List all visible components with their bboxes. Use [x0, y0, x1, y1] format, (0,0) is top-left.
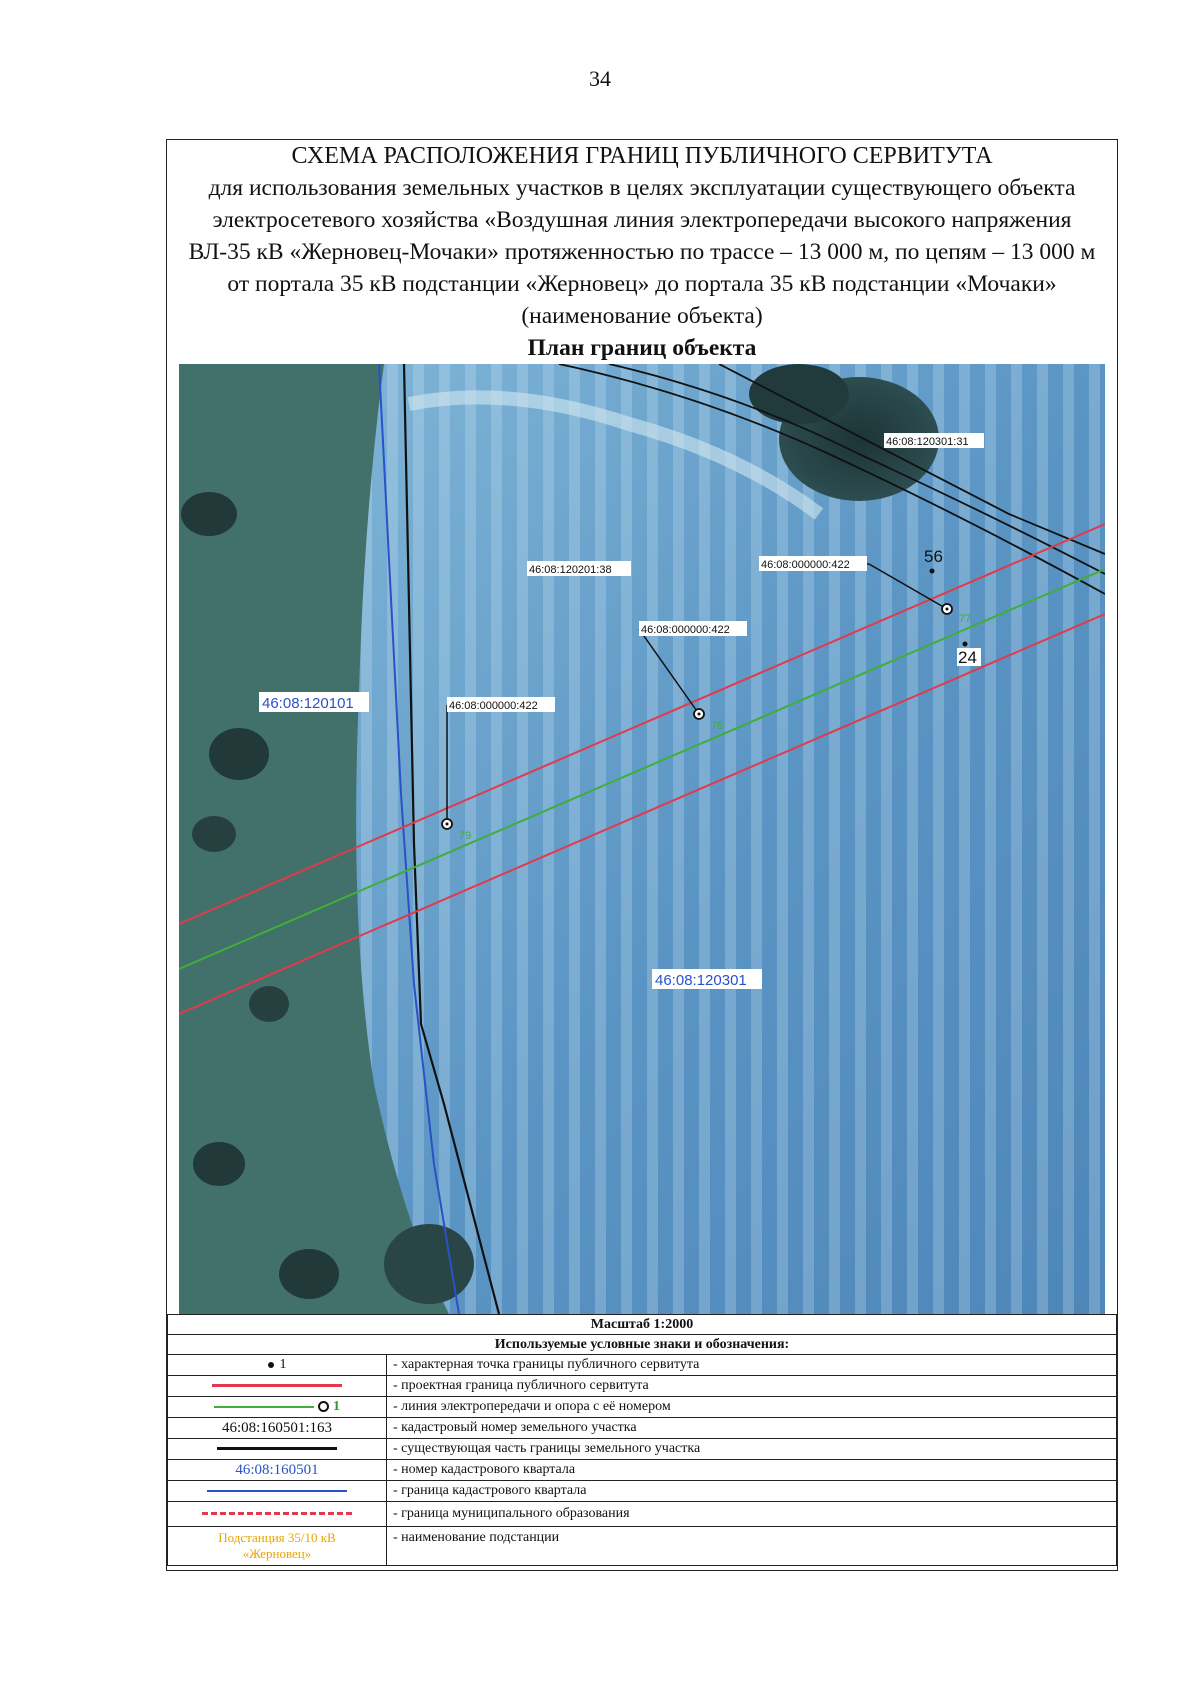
- title-line-5: от портала 35 кВ подстанции «Жерновец» до портала 35 кВ подстанции «Мочаки»: [227, 271, 1057, 297]
- legend-row-parcel-boundary: - существующая часть границы земельного участка: [168, 1439, 1117, 1460]
- green-line-icon: [214, 1406, 314, 1408]
- boundary-point-24-label: 24: [958, 648, 977, 667]
- label-quarter-120101: 46:08:120101: [262, 695, 354, 712]
- label-line-parcel-b: 46:08:000000:422: [641, 624, 730, 636]
- legend-heading: Используемые условные знаки и обозначения:: [168, 1335, 1117, 1355]
- legend-row-power-line: 1 - линия электропередачи и опора с её номером: [168, 1397, 1117, 1418]
- svg-text:77: 77: [959, 613, 972, 625]
- dashed-red-line-icon: [202, 1512, 352, 1515]
- label-line-parcel-c: 46:08:000000:422: [449, 700, 538, 712]
- legend-row-substation: Подстанция 35/10 кВ «Жерновец» - наименование подстанции: [168, 1527, 1117, 1566]
- legend-row-cadastral-number: 46:08:160501:163 - кадастровый номер земельного участка: [168, 1418, 1117, 1439]
- boundary-point-56: [930, 569, 935, 574]
- scheme-frame: [166, 139, 1118, 1571]
- title-block: [167, 140, 1117, 364]
- title-line-3: электросетевого хозяйства «Воздушная линия электропередачи высокого напряжения: [212, 207, 1072, 233]
- label-line-parcel-a: 46:08:000000:422: [761, 559, 850, 571]
- label-parcel-120301-31: 46:08:120301:31: [886, 436, 969, 448]
- black-line-icon: [217, 1447, 337, 1450]
- legend-table: [167, 1314, 1117, 1566]
- label-parcel-120201-38: 46:08:120201:38: [529, 564, 612, 576]
- legend-row-servitude: - проектная граница публичного сервитута: [168, 1376, 1117, 1397]
- scale-label: Масштаб 1:2000: [168, 1315, 1117, 1335]
- legend-row-municipal-boundary: - граница муниципального образования: [168, 1502, 1117, 1527]
- title-object-caption: (наименование объекта): [521, 303, 763, 329]
- title-line-4: ВЛ-35 кВ «Жерновец-Мочаки» протяженностью по трассе – 13 000 м, по цепям – 13 000 м: [188, 239, 1096, 265]
- page-number: 34: [589, 66, 611, 91]
- red-line-icon: [212, 1384, 342, 1387]
- boundary-point-24: [963, 642, 968, 647]
- title-line-1: СХЕМА РАСПОЛОЖЕНИЯ ГРАНИЦ ПУБЛИЧНОГО СЕРВИТУТА: [291, 143, 993, 169]
- label-quarter-120301: 46:08:120301: [655, 972, 747, 989]
- support-ring-icon: [318, 1401, 329, 1412]
- svg-text:78: 78: [711, 720, 724, 732]
- plan-subtitle: План границ объекта: [527, 335, 757, 361]
- legend-row-quarter-number: 46:08:160501 - номер кадастрового квартала: [168, 1460, 1117, 1481]
- svg-text:79: 79: [459, 830, 472, 842]
- point-dot-icon: [268, 1362, 274, 1368]
- legend-row-quarter-boundary: - граница кадастрового квартала: [168, 1481, 1117, 1502]
- boundary-point-56-label: 56: [924, 547, 943, 566]
- satellite-map: [179, 364, 1105, 1314]
- title-line-2: для использования земельных участков в целях эксплуатации существующего объекта: [208, 175, 1076, 201]
- legend-row-point: 1 - характерная точка границы публичного сервитута: [168, 1355, 1117, 1376]
- blue-line-icon: [207, 1490, 347, 1492]
